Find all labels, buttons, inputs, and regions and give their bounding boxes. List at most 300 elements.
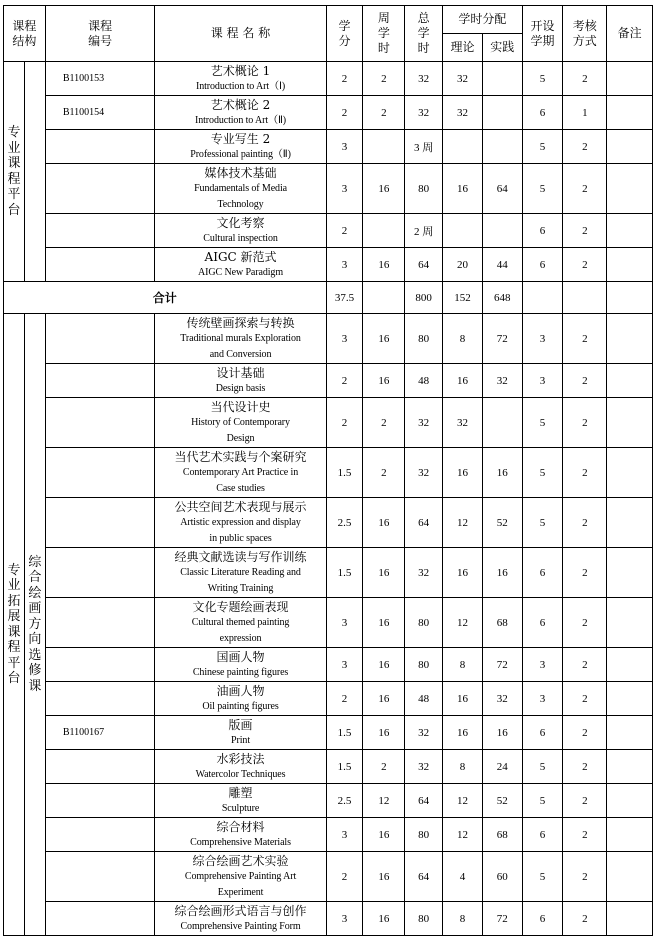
cell-weekly: 2 bbox=[363, 750, 405, 784]
cell-credit: 1.5 bbox=[326, 750, 363, 784]
cell-credit: 3 bbox=[326, 818, 363, 852]
cell-practice: 16 bbox=[482, 448, 522, 498]
course-name-en: Traditional murals Exploration bbox=[180, 332, 301, 344]
cell-theory: 32 bbox=[443, 62, 483, 96]
total-theory: 152 bbox=[443, 282, 483, 314]
course-name bbox=[155, 96, 326, 130]
course-code bbox=[45, 214, 155, 248]
table-row bbox=[4, 682, 653, 716]
platform-major: 专 业 课 程 平 台 bbox=[4, 62, 25, 282]
course-code bbox=[45, 314, 155, 364]
cell-total: 32 bbox=[405, 548, 443, 598]
cell-semester: 3 bbox=[522, 648, 563, 682]
header-total: 总 学 时 bbox=[405, 6, 443, 62]
cell-total: 48 bbox=[405, 364, 443, 398]
cell-total: 80 bbox=[405, 164, 443, 214]
cell-total: 3 周 bbox=[405, 130, 443, 164]
header-practice: 实践 bbox=[482, 34, 522, 62]
cell-weekly: 16 bbox=[363, 548, 405, 598]
cell-remark bbox=[607, 498, 653, 548]
cell-theory: 32 bbox=[443, 96, 483, 130]
cell-assess: 2 bbox=[563, 784, 607, 818]
cell-total: 32 bbox=[405, 750, 443, 784]
cell-remark bbox=[607, 598, 653, 648]
course-code bbox=[45, 852, 155, 902]
course-code bbox=[45, 130, 155, 164]
cell-total: 32 bbox=[405, 716, 443, 750]
cell-semester: 5 bbox=[522, 852, 563, 902]
course-name-cn: 艺术概论 2 bbox=[210, 97, 271, 112]
cell-practice: 44 bbox=[482, 248, 522, 282]
table-row bbox=[4, 548, 653, 598]
course-code bbox=[45, 682, 155, 716]
cell-weekly: 16 bbox=[363, 364, 405, 398]
cell-practice: 68 bbox=[482, 818, 522, 852]
cell-practice: 52 bbox=[482, 498, 522, 548]
cell-semester: 6 bbox=[522, 902, 563, 936]
cell-weekly bbox=[363, 130, 405, 164]
cell-semester: 6 bbox=[522, 96, 563, 130]
cell-weekly: 2 bbox=[363, 398, 405, 448]
course-name-cn: 版画 bbox=[228, 717, 253, 732]
course-name-cn: 雕塑 bbox=[228, 785, 253, 800]
total-empty bbox=[607, 282, 653, 314]
course-name bbox=[155, 214, 326, 248]
cell-credit: 2 bbox=[326, 214, 363, 248]
course-name-cn: 国画人物 bbox=[216, 649, 265, 664]
cell-semester: 6 bbox=[522, 716, 563, 750]
table-row bbox=[4, 164, 653, 214]
cell-assess: 2 bbox=[563, 682, 607, 716]
course-name-en: Oil painting figures bbox=[202, 700, 279, 712]
cell-weekly: 16 bbox=[363, 716, 405, 750]
course-name-cn: 综合绘画形式语言与创作 bbox=[174, 903, 307, 918]
cell-remark bbox=[607, 818, 653, 852]
cell-assess: 2 bbox=[563, 818, 607, 852]
platform-ext: 专 业 拓 展 课 程 平 台 bbox=[4, 314, 25, 936]
table-row bbox=[4, 902, 653, 936]
header-semester: 开设 学期 bbox=[522, 6, 563, 62]
course-name bbox=[155, 164, 326, 214]
cell-total: 80 bbox=[405, 314, 443, 364]
course-name-en: Contemporary Art Practice in bbox=[182, 466, 299, 478]
cell-theory: 16 bbox=[443, 364, 483, 398]
total-empty bbox=[522, 282, 563, 314]
course-name-cn: 媒体技术基础 bbox=[204, 165, 277, 180]
total-credit: 37.5 bbox=[326, 282, 363, 314]
cell-theory: 8 bbox=[443, 314, 483, 364]
table-row bbox=[4, 364, 653, 398]
cell-weekly: 16 bbox=[363, 682, 405, 716]
cell-remark bbox=[607, 448, 653, 498]
cell-semester: 6 bbox=[522, 214, 563, 248]
cell-semester: 6 bbox=[522, 598, 563, 648]
cell-theory: 16 bbox=[443, 682, 483, 716]
course-name bbox=[155, 682, 326, 716]
course-name bbox=[155, 364, 326, 398]
spacer-cell bbox=[24, 62, 45, 282]
cell-semester: 5 bbox=[522, 750, 563, 784]
table-row bbox=[4, 214, 653, 248]
cell-practice: 16 bbox=[482, 548, 522, 598]
cell-weekly: 16 bbox=[363, 902, 405, 936]
cell-practice bbox=[482, 130, 522, 164]
course-name bbox=[155, 852, 326, 902]
header-distribution: 学时分配 bbox=[443, 6, 523, 34]
cell-semester: 3 bbox=[522, 364, 563, 398]
course-name-en: Experiment bbox=[217, 886, 264, 898]
cell-remark bbox=[607, 248, 653, 282]
cell-practice: 16 bbox=[482, 716, 522, 750]
cell-total: 64 bbox=[405, 852, 443, 902]
total-total: 800 bbox=[405, 282, 443, 314]
header-remark: 备注 bbox=[607, 6, 653, 62]
course-name bbox=[155, 130, 326, 164]
cell-weekly: 2 bbox=[363, 96, 405, 130]
cell-practice: 72 bbox=[482, 314, 522, 364]
cell-practice: 72 bbox=[482, 648, 522, 682]
course-name-cn: 水彩技法 bbox=[216, 751, 265, 766]
cell-assess: 2 bbox=[563, 130, 607, 164]
course-name-cn: 文化专题绘画表现 bbox=[192, 599, 289, 614]
total-empty bbox=[563, 282, 607, 314]
cell-assess: 2 bbox=[563, 448, 607, 498]
cell-credit: 2 bbox=[326, 62, 363, 96]
cell-practice: 64 bbox=[482, 164, 522, 214]
cell-credit: 1.5 bbox=[326, 716, 363, 750]
table-row bbox=[4, 716, 653, 750]
cell-total: 32 bbox=[405, 96, 443, 130]
cell-total: 32 bbox=[405, 448, 443, 498]
cell-total: 32 bbox=[405, 398, 443, 448]
course-name bbox=[155, 818, 326, 852]
cell-total: 80 bbox=[405, 818, 443, 852]
total-row bbox=[4, 282, 653, 314]
course-name-en: Cultural themed painting bbox=[191, 616, 290, 628]
cell-practice: 32 bbox=[482, 364, 522, 398]
cell-theory: 8 bbox=[443, 648, 483, 682]
cell-assess: 2 bbox=[563, 548, 607, 598]
cell-total: 80 bbox=[405, 902, 443, 936]
course-name-en: Print bbox=[231, 734, 250, 746]
cell-remark bbox=[607, 96, 653, 130]
course-name-en: and Conversion bbox=[209, 348, 272, 360]
cell-assess: 2 bbox=[563, 852, 607, 902]
cell-assess: 2 bbox=[563, 902, 607, 936]
total-practice: 648 bbox=[482, 282, 522, 314]
cell-remark bbox=[607, 364, 653, 398]
cell-assess: 2 bbox=[563, 598, 607, 648]
course-name bbox=[155, 750, 326, 784]
cell-weekly: 16 bbox=[363, 818, 405, 852]
cell-assess: 2 bbox=[563, 750, 607, 784]
cell-weekly bbox=[363, 214, 405, 248]
table-row bbox=[4, 314, 653, 364]
course-name-en: Fundamentals of Media bbox=[194, 182, 287, 194]
table-row bbox=[4, 96, 653, 130]
cell-credit: 2 bbox=[326, 852, 363, 902]
course-name bbox=[155, 902, 326, 936]
course-name-en: Design bbox=[226, 432, 255, 444]
cell-remark bbox=[607, 62, 653, 96]
course-code bbox=[45, 598, 155, 648]
cell-semester: 5 bbox=[522, 784, 563, 818]
course-name-cn: AIGC 新范式 bbox=[204, 249, 277, 264]
course-code bbox=[45, 818, 155, 852]
course-name-cn: 传统壁画探索与转换 bbox=[186, 315, 295, 330]
course-code bbox=[45, 648, 155, 682]
course-name-en: Professional painting（Ⅱ) bbox=[190, 148, 291, 160]
cell-theory: 8 bbox=[443, 902, 483, 936]
cell-theory: 16 bbox=[443, 716, 483, 750]
cell-weekly: 12 bbox=[363, 784, 405, 818]
header-theory: 理论 bbox=[443, 34, 483, 62]
table-row bbox=[4, 498, 653, 548]
header-code: 课程 编号 bbox=[45, 6, 155, 62]
course-code bbox=[45, 902, 155, 936]
cell-remark bbox=[607, 648, 653, 682]
cell-weekly: 16 bbox=[363, 248, 405, 282]
cell-assess: 2 bbox=[563, 62, 607, 96]
course-code bbox=[45, 448, 155, 498]
course-name bbox=[155, 648, 326, 682]
course-code bbox=[45, 498, 155, 548]
cell-theory: 12 bbox=[443, 498, 483, 548]
cell-weekly: 2 bbox=[363, 448, 405, 498]
course-code: B1100154 bbox=[45, 96, 155, 130]
table-row bbox=[4, 398, 653, 448]
course-name-cn: 专业写生 2 bbox=[210, 131, 271, 146]
cell-theory bbox=[443, 214, 483, 248]
cell-practice: 72 bbox=[482, 902, 522, 936]
header-structure: 课程 结构 bbox=[4, 6, 46, 62]
course-name-cn: 艺术概论 1 bbox=[210, 63, 271, 78]
cell-theory bbox=[443, 130, 483, 164]
course-name-en: Writing Training bbox=[207, 582, 274, 594]
course-code: B1100153 bbox=[45, 62, 155, 96]
cell-theory: 12 bbox=[443, 818, 483, 852]
cell-total: 48 bbox=[405, 682, 443, 716]
course-name-en: AIGC New Paradigm bbox=[198, 266, 283, 278]
course-name-en: Artistic expression and display bbox=[180, 516, 301, 528]
cell-total: 64 bbox=[405, 248, 443, 282]
table-row bbox=[4, 248, 653, 282]
course-code bbox=[45, 398, 155, 448]
header-credit: 学 分 bbox=[326, 6, 363, 62]
cell-theory: 20 bbox=[443, 248, 483, 282]
course-name bbox=[155, 784, 326, 818]
cell-semester: 5 bbox=[522, 130, 563, 164]
course-name-cn: 经典文献选读与写作训练 bbox=[174, 549, 307, 564]
elective-group: 综 合 绘 画 方 向 选 修 课 bbox=[24, 314, 45, 936]
cell-practice: 32 bbox=[482, 682, 522, 716]
table-row bbox=[4, 784, 653, 818]
header-name: 课 程 名 称 bbox=[155, 6, 326, 62]
cell-remark bbox=[607, 214, 653, 248]
course-name-en: Sculpture bbox=[221, 802, 260, 814]
course-name-cn: 文化考察 bbox=[216, 215, 265, 230]
cell-semester: 5 bbox=[522, 448, 563, 498]
cell-credit: 3 bbox=[326, 130, 363, 164]
course-name bbox=[155, 498, 326, 548]
cell-practice: 24 bbox=[482, 750, 522, 784]
course-code bbox=[45, 364, 155, 398]
cell-semester: 5 bbox=[522, 62, 563, 96]
cell-theory: 16 bbox=[443, 448, 483, 498]
cell-remark bbox=[607, 164, 653, 214]
cell-remark bbox=[607, 548, 653, 598]
course-name-en: Comprehensive Painting Form bbox=[180, 920, 301, 932]
course-name-en: Case studies bbox=[216, 482, 265, 494]
cell-remark bbox=[607, 682, 653, 716]
cell-theory: 16 bbox=[443, 164, 483, 214]
course-name-en: Introduction to Art（Ⅰ) bbox=[195, 80, 286, 92]
cell-practice bbox=[482, 62, 522, 96]
cell-credit: 2 bbox=[326, 96, 363, 130]
cell-assess: 2 bbox=[563, 314, 607, 364]
cell-remark bbox=[607, 130, 653, 164]
table-row bbox=[4, 750, 653, 784]
cell-credit: 2 bbox=[326, 682, 363, 716]
cell-credit: 1.5 bbox=[326, 448, 363, 498]
cell-theory: 12 bbox=[443, 598, 483, 648]
course-name-en: Introduction to Art（Ⅱ) bbox=[195, 114, 287, 126]
cell-total: 32 bbox=[405, 62, 443, 96]
course-name-en: expression bbox=[219, 632, 262, 644]
course-code bbox=[45, 248, 155, 282]
cell-practice bbox=[482, 96, 522, 130]
cell-total: 64 bbox=[405, 784, 443, 818]
total-label: 合计 bbox=[4, 282, 327, 314]
cell-credit: 3 bbox=[326, 598, 363, 648]
cell-semester: 5 bbox=[522, 164, 563, 214]
cell-assess: 2 bbox=[563, 398, 607, 448]
cell-assess: 2 bbox=[563, 214, 607, 248]
cell-theory: 32 bbox=[443, 398, 483, 448]
course-name-cn: 油画人物 bbox=[216, 683, 265, 698]
cell-semester: 6 bbox=[522, 248, 563, 282]
curriculum-table bbox=[3, 5, 653, 936]
cell-total: 80 bbox=[405, 648, 443, 682]
table-row bbox=[4, 130, 653, 164]
cell-semester: 5 bbox=[522, 398, 563, 448]
course-name bbox=[155, 62, 326, 96]
cell-weekly: 16 bbox=[363, 498, 405, 548]
cell-credit: 2.5 bbox=[326, 784, 363, 818]
table-row bbox=[4, 818, 653, 852]
cell-practice: 52 bbox=[482, 784, 522, 818]
cell-credit: 1.5 bbox=[326, 548, 363, 598]
cell-credit: 3 bbox=[326, 314, 363, 364]
cell-total: 64 bbox=[405, 498, 443, 548]
table-row bbox=[4, 598, 653, 648]
cell-remark bbox=[607, 784, 653, 818]
cell-remark bbox=[607, 902, 653, 936]
header-weekly: 周 学 时 bbox=[363, 6, 405, 62]
cell-remark bbox=[607, 852, 653, 902]
cell-assess: 2 bbox=[563, 248, 607, 282]
cell-semester: 3 bbox=[522, 314, 563, 364]
cell-practice bbox=[482, 398, 522, 448]
cell-credit: 2 bbox=[326, 398, 363, 448]
cell-credit: 3 bbox=[326, 902, 363, 936]
cell-assess: 2 bbox=[563, 716, 607, 750]
course-code: B1100167 bbox=[45, 716, 155, 750]
course-name-en: Technology bbox=[217, 198, 264, 210]
course-name-en: Comprehensive Materials bbox=[190, 836, 291, 848]
cell-theory: 8 bbox=[443, 750, 483, 784]
cell-weekly: 16 bbox=[363, 598, 405, 648]
course-name-en: Watercolor Techniques bbox=[195, 768, 286, 780]
cell-practice: 60 bbox=[482, 852, 522, 902]
course-name bbox=[155, 314, 326, 364]
course-name-cn: 综合绘画艺术实验 bbox=[192, 853, 289, 868]
table-row bbox=[4, 648, 653, 682]
cell-remark bbox=[607, 398, 653, 448]
course-code bbox=[45, 164, 155, 214]
course-name bbox=[155, 598, 326, 648]
cell-assess: 2 bbox=[563, 648, 607, 682]
total-weekly bbox=[363, 282, 405, 314]
course-name-cn: 当代设计史 bbox=[210, 399, 271, 414]
cell-practice bbox=[482, 214, 522, 248]
cell-assess: 2 bbox=[563, 498, 607, 548]
course-name-en: Classic Literature Reading and bbox=[180, 566, 301, 578]
cell-weekly: 2 bbox=[363, 62, 405, 96]
cell-semester: 6 bbox=[522, 548, 563, 598]
course-name bbox=[155, 548, 326, 598]
course-name bbox=[155, 248, 326, 282]
course-name-cn: 设计基础 bbox=[216, 365, 265, 380]
cell-assess: 2 bbox=[563, 164, 607, 214]
course-name-en: Comprehensive Painting Art bbox=[184, 870, 297, 882]
cell-total: 80 bbox=[405, 598, 443, 648]
cell-weekly: 16 bbox=[363, 314, 405, 364]
cell-semester: 3 bbox=[522, 682, 563, 716]
course-name bbox=[155, 448, 326, 498]
cell-weekly: 16 bbox=[363, 648, 405, 682]
cell-credit: 2.5 bbox=[326, 498, 363, 548]
course-name-cn: 当代艺术实践与个案研究 bbox=[174, 449, 307, 464]
cell-remark bbox=[607, 750, 653, 784]
course-name-cn: 综合材料 bbox=[216, 819, 265, 834]
cell-remark bbox=[607, 314, 653, 364]
cell-theory: 12 bbox=[443, 784, 483, 818]
cell-theory: 4 bbox=[443, 852, 483, 902]
cell-semester: 6 bbox=[522, 818, 563, 852]
course-code bbox=[45, 750, 155, 784]
course-name-en: Cultural inspection bbox=[203, 232, 278, 244]
table-row bbox=[4, 448, 653, 498]
cell-credit: 2 bbox=[326, 364, 363, 398]
cell-semester: 5 bbox=[522, 498, 563, 548]
cell-remark bbox=[607, 716, 653, 750]
course-name-en: in public spaces bbox=[209, 532, 272, 544]
cell-total: 2 周 bbox=[405, 214, 443, 248]
header-assessment: 考核 方式 bbox=[563, 6, 607, 62]
cell-weekly: 16 bbox=[363, 852, 405, 902]
course-name-en: History of Contemporary bbox=[191, 416, 290, 428]
cell-assess: 2 bbox=[563, 364, 607, 398]
table-row bbox=[4, 62, 653, 96]
course-code bbox=[45, 784, 155, 818]
table-row bbox=[4, 852, 653, 902]
cell-theory: 16 bbox=[443, 548, 483, 598]
course-name-cn: 公共空间艺术表现与展示 bbox=[174, 499, 307, 514]
cell-assess: 1 bbox=[563, 96, 607, 130]
cell-credit: 3 bbox=[326, 648, 363, 682]
course-code bbox=[45, 548, 155, 598]
